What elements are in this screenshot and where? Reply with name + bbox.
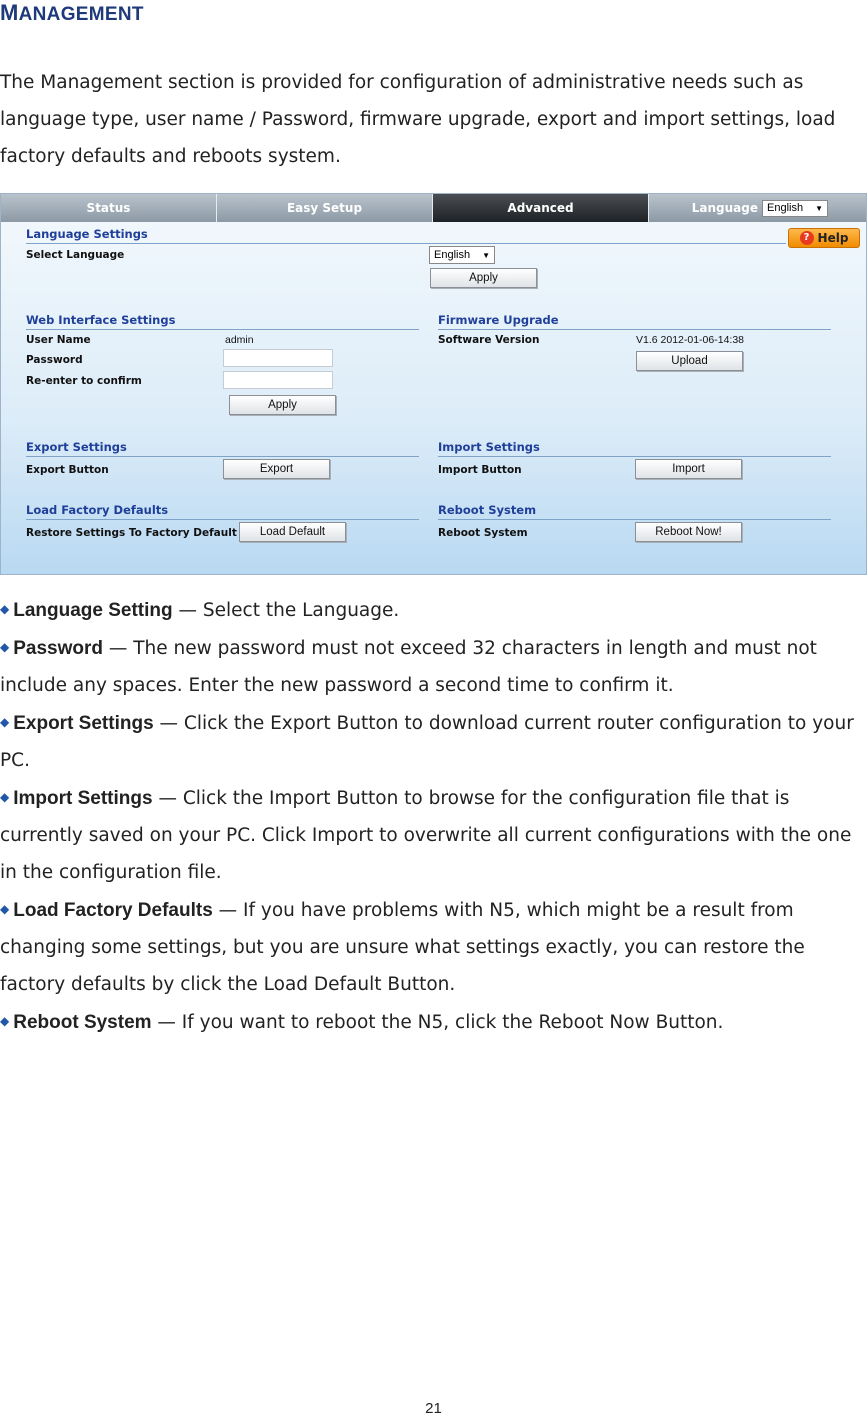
- bullet-item: [0, 779, 867, 891]
- top-nav: [1, 194, 866, 222]
- question-icon: ?: [800, 231, 814, 245]
- bullet-item: [0, 891, 867, 1003]
- bullet-list: [0, 591, 867, 1041]
- tab-advanced[interactable]: Advanced: [433, 194, 649, 222]
- language-apply-button[interactable]: Apply: [430, 268, 537, 288]
- nav-language-label: Language: [691, 201, 758, 215]
- bullet-term: Language Setting: [13, 600, 173, 621]
- reboot-system-label: Reboot System: [438, 527, 528, 539]
- import-button[interactable]: Import: [635, 459, 742, 479]
- chevron-down-icon: ▼: [815, 203, 823, 213]
- diamond-bullet-icon: ◆: [0, 602, 10, 616]
- heading-rest: ANAGEMENT: [18, 4, 144, 25]
- intro-paragraph: The Management section is provided for configuration of administrative needs such as language type, user name / Password, firmware upgrade, export and import settings, load factory defaults and reboots system.: [0, 72, 836, 167]
- tab-status[interactable]: Status: [1, 194, 217, 222]
- restore-defaults-label: Restore Settings To Factory Default: [26, 527, 237, 539]
- diamond-bullet-icon: ◆: [0, 902, 10, 916]
- diamond-bullet-icon: ◆: [0, 640, 10, 654]
- bullet-term: Import Settings: [13, 788, 153, 809]
- help-label: Help: [817, 231, 849, 245]
- diamond-bullet-icon: ◆: [0, 1014, 10, 1028]
- bullet-item: [0, 704, 867, 779]
- bullet-term: Reboot System: [13, 1012, 152, 1033]
- import-settings-title: Import Settings: [438, 440, 831, 457]
- reenter-password-field[interactable]: [223, 371, 333, 389]
- language-select[interactable]: [429, 246, 495, 264]
- bullet-text: — Select the Language.: [172, 600, 400, 621]
- firmware-upgrade-title: Firmware Upgrade: [438, 313, 831, 330]
- bullet-text: — Click the Import Button to browse for the configuration file that is currently saved on your PC. Click Import to overwrite all current configurations with the one in the configuration file.: [0, 788, 852, 883]
- section-heading: [0, 0, 144, 26]
- password-label: Password: [26, 354, 83, 366]
- user-name-value: admin: [225, 334, 254, 346]
- bullet-item: [0, 591, 867, 629]
- reboot-system-title: Reboot System: [438, 503, 831, 520]
- export-button[interactable]: Export: [223, 459, 330, 479]
- bullet-term: Load Factory Defaults: [13, 900, 213, 921]
- load-factory-defaults-title: Load Factory Defaults: [26, 503, 419, 520]
- web-interface-title: Web Interface Settings: [26, 313, 419, 330]
- user-name-label: User Name: [26, 334, 91, 346]
- chevron-down-icon: ▼: [482, 250, 490, 260]
- export-button-label: Export Button: [26, 464, 109, 476]
- language-select-value: English: [434, 249, 471, 261]
- tab-easy-setup[interactable]: Easy Setup: [217, 194, 433, 222]
- heading-first-letter: M: [0, 0, 19, 25]
- bullet-text: — The new password must not exceed 32 characters in length and must not include any spaces. Enter the new password a second time to confirm it.: [0, 638, 817, 696]
- bullet-item: [0, 629, 867, 704]
- help-button[interactable]: [788, 228, 860, 248]
- reboot-now-button[interactable]: Reboot Now!: [635, 522, 742, 542]
- software-version-value: V1.6 2012-01-06-14:38: [636, 334, 744, 346]
- web-interface-apply-button[interactable]: Apply: [229, 395, 336, 415]
- nav-language-value: English: [767, 202, 804, 214]
- nav-language: [649, 194, 866, 222]
- software-version-label: Software Version: [438, 334, 540, 346]
- export-settings-title: Export Settings: [26, 440, 419, 457]
- load-default-button[interactable]: Load Default: [239, 522, 346, 542]
- password-field[interactable]: [223, 349, 333, 367]
- bullet-text: — Click the Export Button to download current router configuration to your PC.: [0, 713, 854, 771]
- bullet-text: — If you have problems with N5, which might be a result from changing some settings, but you are unsure what settings exactly, you can restore the factory defaults by click the Load Default Button.: [0, 900, 805, 995]
- select-language-label: Select Language: [26, 249, 125, 261]
- reenter-password-label: Re-enter to confirm: [26, 375, 142, 387]
- import-button-label: Import Button: [438, 464, 522, 476]
- bullet-text: — If you want to reboot the N5, click the Reboot Now Button.: [151, 1012, 724, 1033]
- nav-language-select[interactable]: [762, 200, 828, 217]
- language-settings-title: Language Settings: [26, 227, 786, 244]
- bullet-term: Password: [13, 638, 103, 659]
- diamond-bullet-icon: ◆: [0, 790, 10, 804]
- bullet-term: Export Settings: [13, 713, 154, 734]
- upload-button[interactable]: Upload: [636, 351, 743, 371]
- diamond-bullet-icon: ◆: [0, 715, 10, 729]
- page-number: 21: [425, 1400, 442, 1417]
- bullet-item: [0, 1003, 867, 1041]
- router-management-screenshot: [0, 193, 867, 575]
